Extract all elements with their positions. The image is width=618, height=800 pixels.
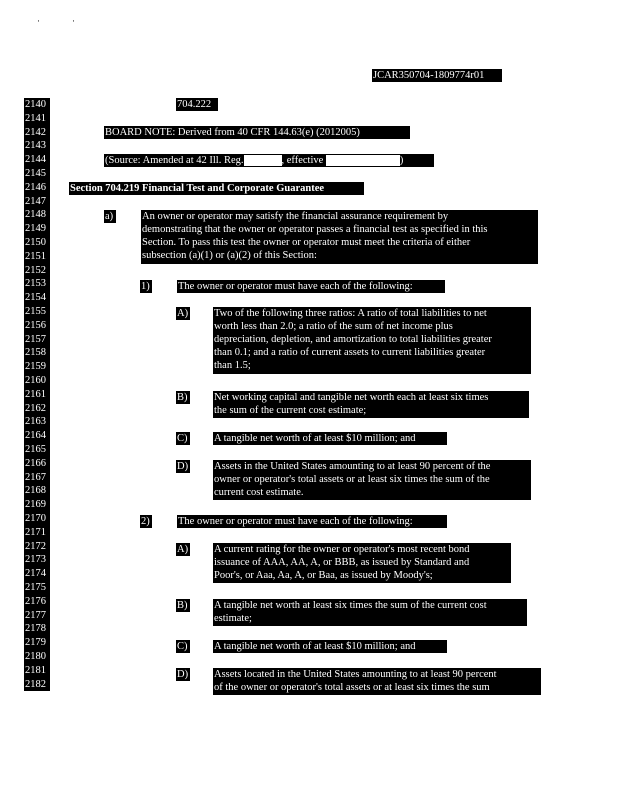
item-2D-label: D) xyxy=(177,669,189,680)
subsection-a-text xyxy=(141,210,538,264)
text-line: demonstrating that the owner or operator passes a financial test as specified in this xyxy=(142,224,488,235)
line-number: 2176 xyxy=(24,595,50,609)
source-note xyxy=(104,154,434,167)
line-number: 2182 xyxy=(24,678,50,692)
line-number: 2179 xyxy=(24,636,50,650)
line-number: 2162 xyxy=(24,402,50,416)
item-2A-text xyxy=(213,543,511,583)
text-line: Assets in the United States amounting to at least 90 percent of the xyxy=(214,461,491,472)
text-line: subsection (a)(1) or (a)(2) of this Section: xyxy=(142,250,317,261)
blank-effective-date xyxy=(326,155,400,166)
item-2A-label: A) xyxy=(177,544,189,555)
text-line: the sum of the current cost estimate; xyxy=(214,405,367,416)
line-number: 2155 xyxy=(24,305,50,319)
text-line: depreciation, depletion, and amortization to total liabilities greater xyxy=(214,334,492,345)
line-number: 2151 xyxy=(24,250,50,264)
line-number: 2168 xyxy=(24,484,50,498)
line-number: 2154 xyxy=(24,291,50,305)
line-number: 2141 xyxy=(24,112,50,126)
line-number: 2166 xyxy=(24,457,50,471)
line-number: 2175 xyxy=(24,581,50,595)
text-line: estimate; xyxy=(214,613,252,624)
line-number: 2147 xyxy=(24,195,50,209)
line-number: 2169 xyxy=(24,498,50,512)
item-1A-text xyxy=(213,307,531,374)
line-number: 2178 xyxy=(24,622,50,636)
line-number: 2160 xyxy=(24,374,50,388)
document-reference-id: JCAR350704-1809774r01 xyxy=(372,69,502,82)
line-number: 2180 xyxy=(24,650,50,664)
line-number: 2173 xyxy=(24,553,50,567)
item-2C-label: C) xyxy=(176,640,190,653)
item-2-text: The owner or operator must have each of the following: xyxy=(177,515,447,528)
item-1-label: 1) xyxy=(140,280,152,293)
section-heading: Section 704.219 Financial Test and Corporate Guarantee xyxy=(69,182,364,195)
line-number: 2177 xyxy=(24,609,50,623)
item-1A-label: A) xyxy=(177,308,189,319)
scan-speck: · xyxy=(72,16,75,26)
line-number: 2165 xyxy=(24,443,50,457)
text-line: current cost estimate. xyxy=(214,487,304,498)
line-number: 2142 xyxy=(24,126,50,140)
text-line: Two of the following three ratios: A ratio of total liabilities to net xyxy=(214,308,487,319)
line-number: 2150 xyxy=(24,236,50,250)
line-number: 2174 xyxy=(24,567,50,581)
blank-register-volume xyxy=(244,155,282,166)
line-number: 2159 xyxy=(24,360,50,374)
line-number: 2172 xyxy=(24,540,50,554)
item-2B-label: B) xyxy=(176,599,190,612)
item-1D-text xyxy=(213,460,531,500)
board-note: BOARD NOTE: Derived from 40 CFR 144.63(e) (2012005) xyxy=(104,126,410,139)
line-number: 2157 xyxy=(24,333,50,347)
text-line: Net working capital and tangible net worth each at least six times xyxy=(214,392,489,403)
source-close: ) xyxy=(399,155,404,166)
item-1C-text: A tangible net worth of at least $10 million; and xyxy=(213,432,447,445)
text-line: Poor's, or Aaa, Aa, A, or Baa, as issued by Moody's; xyxy=(214,570,433,581)
text-line: worth less than 2.0; a ratio of the sum of net income plus xyxy=(214,321,453,332)
line-number: 2181 xyxy=(24,664,50,678)
line-number: 2140 xyxy=(24,98,50,112)
line-number: 2148 xyxy=(24,208,50,222)
text-line: An owner or operator may satisfy the financial assurance requirement by xyxy=(142,211,449,222)
text-line: A tangible net worth at least six times the sum of the current cost xyxy=(214,600,487,611)
line-number: 2171 xyxy=(24,526,50,540)
text-line: owner or operator's total assets or at least six times the sum of the xyxy=(214,474,490,485)
line-number: 2167 xyxy=(24,471,50,485)
text-line: than 0.1; and a ratio of current assets to current liabilities greater xyxy=(214,347,486,358)
line-number: 2170 xyxy=(24,512,50,526)
line-number: 2146 xyxy=(24,181,50,195)
line-number: 2153 xyxy=(24,277,50,291)
line-number: 2149 xyxy=(24,222,50,236)
item-1-text: The owner or operator must have each of the following: xyxy=(177,280,445,293)
source-effective-label: , effective xyxy=(281,155,324,166)
line-number: 2152 xyxy=(24,264,50,278)
item-2B-text xyxy=(213,599,527,626)
item-1D-label: D) xyxy=(177,461,189,472)
line-number: 2158 xyxy=(24,346,50,360)
text-line: A current rating for the owner or operator's most recent bond xyxy=(214,544,470,555)
section-number: 704.222 xyxy=(176,98,218,111)
text-line: Section. To pass this test the owner or operator must meet the criteria of either xyxy=(142,237,471,248)
item-2C-text: A tangible net worth of at least $10 million; and xyxy=(213,640,447,653)
text-line: Assets located in the United States amounting to at least 90 percent xyxy=(214,669,497,680)
line-number: 2143 xyxy=(24,139,50,153)
text-line: issuance of AAA, AA, A, or BBB, as issued by Standard and xyxy=(214,557,470,568)
subsection-a-label: a) xyxy=(104,210,116,223)
source-prefix: (Source: Amended at 42 Ill. Reg. xyxy=(105,155,244,166)
line-number: 2144 xyxy=(24,153,50,167)
text-line: of the owner or operator's total assets or at least six times the sum xyxy=(214,682,490,693)
item-1B-label: B) xyxy=(176,391,190,404)
item-2-label: 2) xyxy=(140,515,152,528)
line-number: 2145 xyxy=(24,167,50,181)
item-1B-text xyxy=(213,391,529,418)
item-2D-text xyxy=(213,668,541,695)
line-number: 2156 xyxy=(24,319,50,333)
item-1C-label: C) xyxy=(176,432,190,445)
text-line: than 1.5; xyxy=(214,360,251,371)
line-number: 2161 xyxy=(24,388,50,402)
line-number: 2164 xyxy=(24,429,50,443)
scan-speck: · xyxy=(37,16,40,26)
line-number: 2163 xyxy=(24,415,50,429)
